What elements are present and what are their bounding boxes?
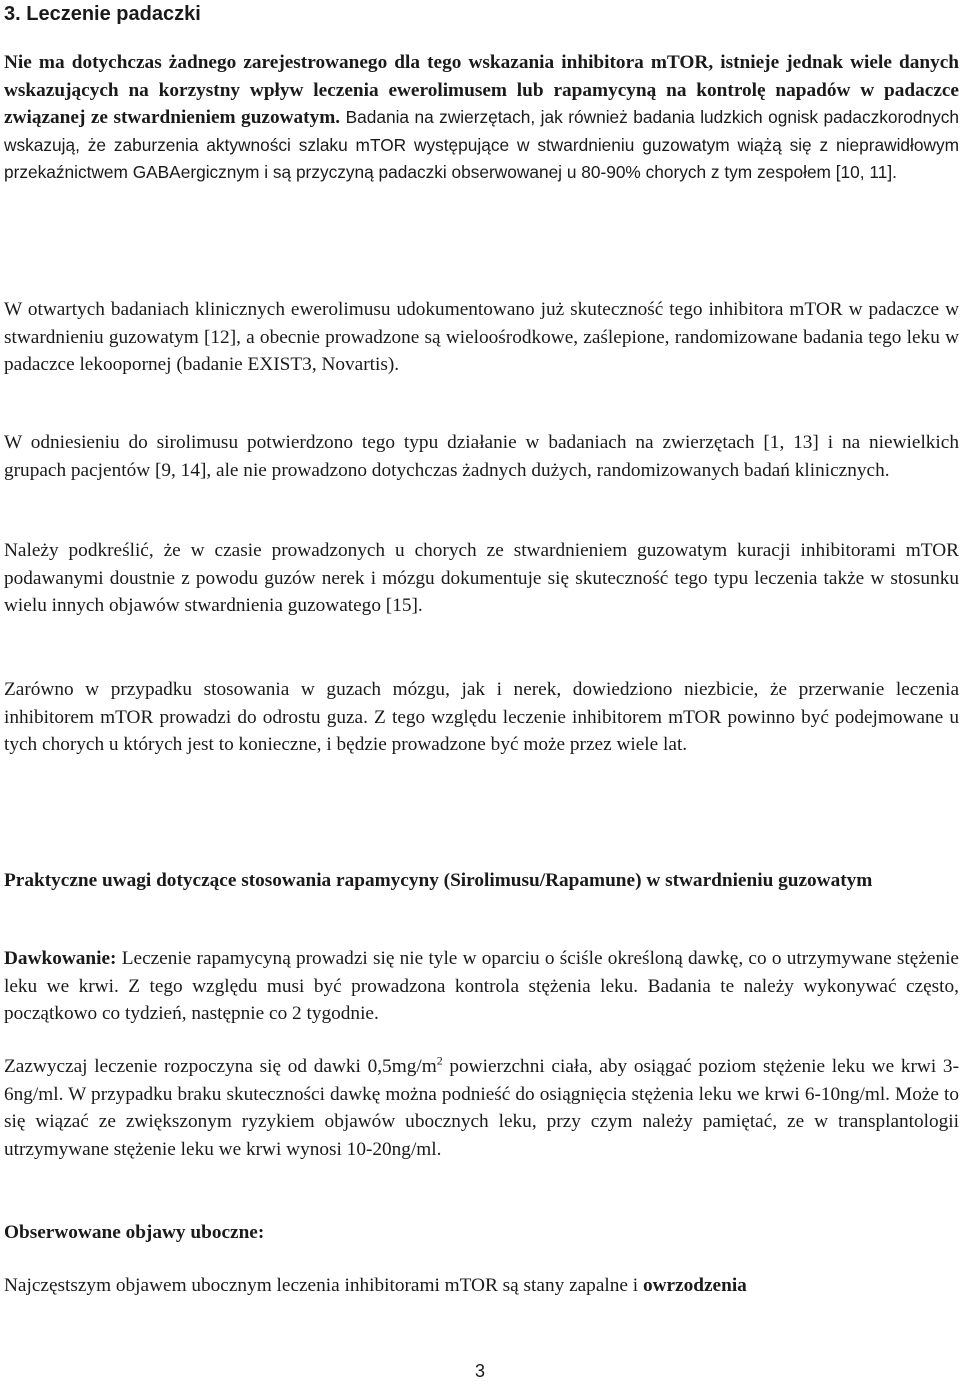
dosing-label: Dawkowanie: bbox=[4, 948, 117, 969]
subsection-heading-practical: Praktyczne uwagi dotyczące stosowania rapamycyny (Sirolimusu/Rapamune) w stwardnieniu guzowatym bbox=[4, 870, 873, 891]
subsection-heading-side-effects: Obserwowane objawy uboczne: bbox=[4, 1222, 265, 1243]
paragraph-sirolimus: W odniesieniu do sirolimusu potwierdzono tego typu działanie w badaniach na zwierzętach [1, 13] i na niewielkich grupach pacjentów [9, 14], ale nie prowadzono dotychczas żadnych dużych, randomizowanych badań klinicznych. bbox=[4, 432, 959, 481]
side-effects-text: Najczęstszym objawem ubocznym leczenia inhibitorami mTOR są stany zapalne i bbox=[4, 1275, 643, 1296]
paragraph-everolimus: W otwartych badaniach klinicznych ewerolimusu udokumentowano już skuteczność tego inhibitora mTOR w padaczce w stwardnieniu guzowatym [12], a obecnie prowadzone są wieloośrodkowe, zaślepione, randomizowane badania tego leku w padaczce lekoopornej (badanie EXIST3, Novartis). bbox=[4, 299, 959, 375]
paragraph-intro-sans: Badania na zwierzętach, jak również badania ludzkich ognisk padaczkorodnych wskazują, że zaburzenia aktywności szlaku mTOR występujące w stwardnieniu guzowatym wiążą się z nieprawidłowym przekaźnictwem GABAergicznym i są przyczyną padaczki obserwowanej u 80-90% chorych z tym zespołem [10, 11]. bbox=[4, 107, 959, 182]
paragraph-note: Należy podkreślić, że w czasie prowadzonych u chorych ze stwardnieniem guzowatym kuracji inhibitorami mTOR podawanymi doustnie z powodu guzów nerek i mózgu dokumentuje się skuteczność tego typu leczenia także w stosunku wielu innych objawów stwardnienia guzowatego [15]. bbox=[4, 540, 959, 616]
page-number: 3 bbox=[474, 1361, 485, 1381]
paragraph-side-effects bbox=[4, 1272, 959, 1300]
paragraph-interruption: Zarówno w przypadku stosowania w guzach mózgu, jak i nerek, dowiedziono niezbicie, że przerwanie leczenia inhibitorem mTOR prowadzi do odrostu guza. Z tego względu leczenie inhibitorem mTOR powinno być podejmowane u tych chorych u których jest to konieczne, i będzie prowadzone być może przez wiele lat. bbox=[4, 679, 959, 755]
side-effects-bold: owrzodzenia bbox=[642, 1275, 747, 1296]
dose-superscript: 2 bbox=[436, 1053, 443, 1068]
dose-text-a: Zazwyczaj leczenie rozpoczyna się od dawki 0,5mg/m bbox=[4, 1056, 437, 1077]
paragraph-dose bbox=[4, 1053, 959, 1163]
paragraph-intro-bold: Nie ma dotychczas żadnego zarejestrowanego dla tego wskazania inhibitora mTOR, istnieje jednak wiele danych wskazujących na korzystny wpływ leczenia ewerolimusem lub rapamycyną na kontrolę napadów w padaczce związanej ze stwardnieniem guzowatym. bbox=[4, 52, 959, 128]
paragraph-dosing bbox=[4, 945, 959, 1028]
section-heading-epilepsy: 3. Leczenie padaczki bbox=[4, 3, 201, 25]
paragraph-intro bbox=[4, 49, 959, 187]
dose-text-b: powierzchni ciała, aby osiągać poziom stężenie leku we krwi 3-6ng/ml. W przypadku braku skuteczności dawkę można podnieść do osiągnięcia stężenia leku we krwi 6-10ng/ml. Może to się wiązać ze zwiększonym ryzykiem objawów ubocznych leku, przy czym należy pamiętać, ze w transplantologii utrzymywane stężenie leku we krwi wynosi 10-20ng/ml. bbox=[4, 1056, 959, 1160]
dosing-text: Leczenie rapamycyną prowadzi się nie tyle w oparciu o ściśle określoną dawkę, co o utrzymywane stężenie leku we krwi. Z tego względu musi być prowadzona kontrola stężenia leku. Badania te należy wykonywać często, początkowo co tydzień, następnie co 2 tygodnie. bbox=[4, 948, 959, 1024]
